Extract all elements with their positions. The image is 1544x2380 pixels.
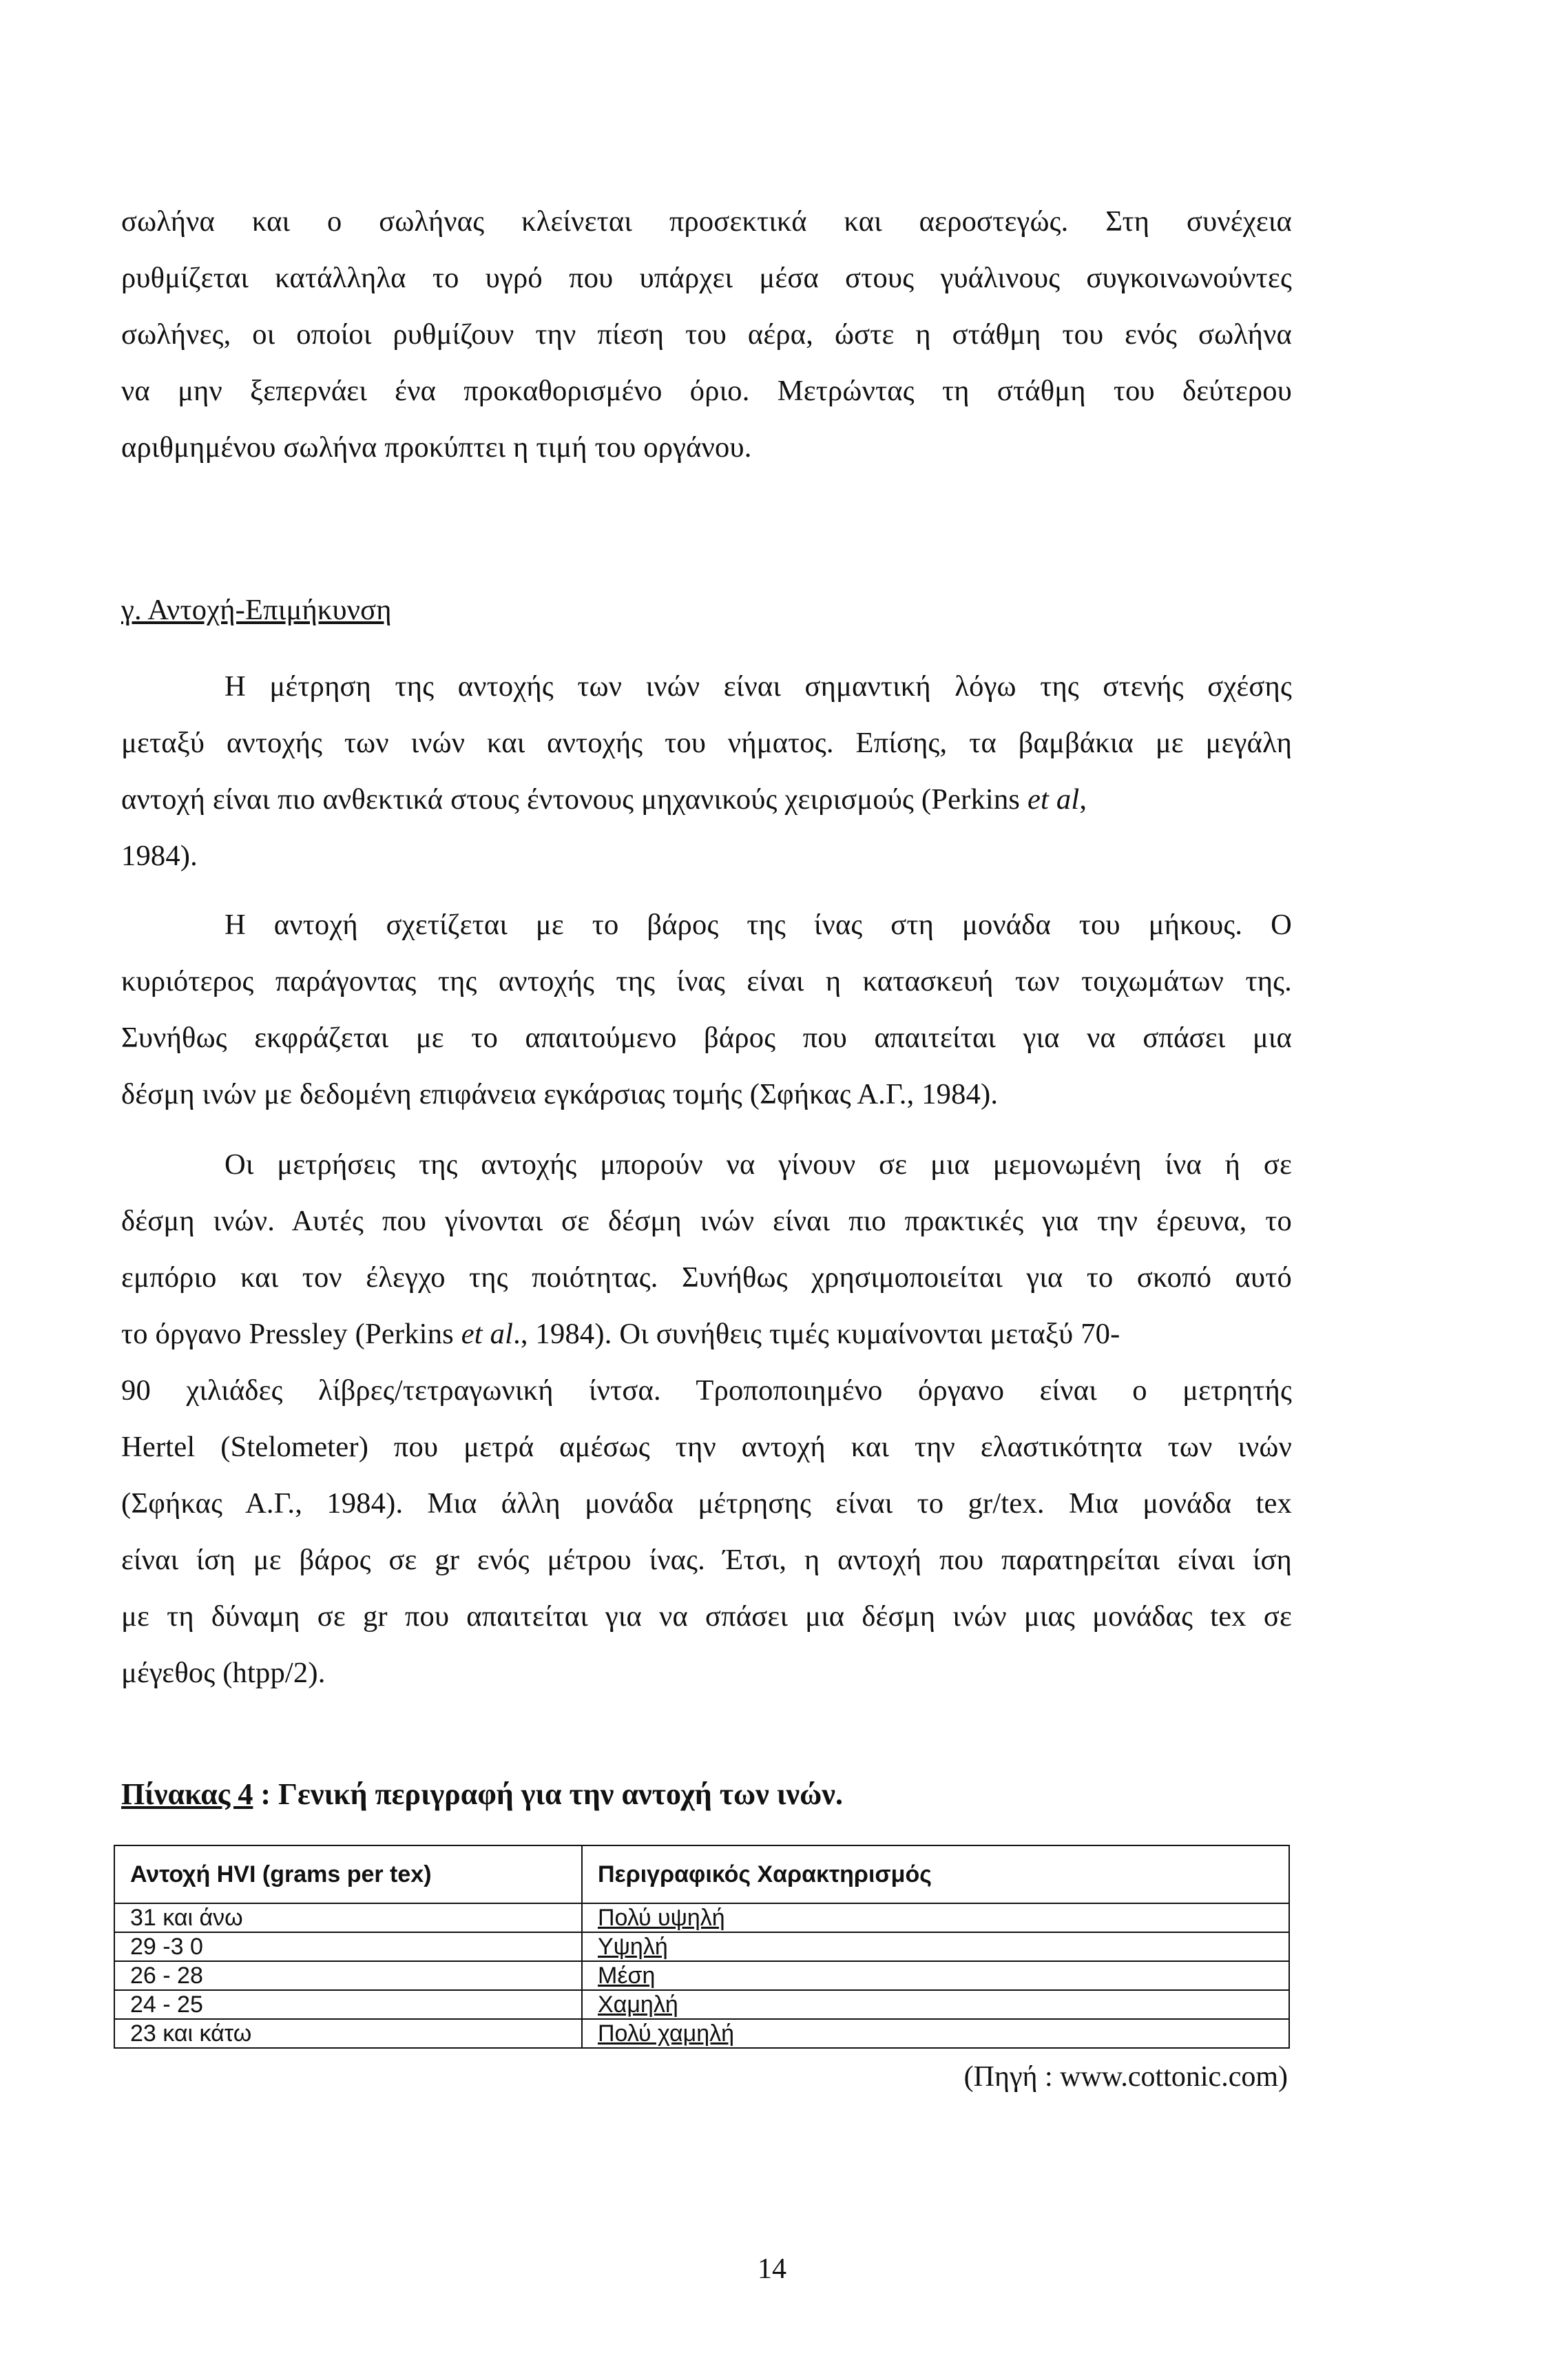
- comma: ,: [1079, 783, 1087, 816]
- paragraph-line: 90 χιλιάδες λίβρες/τετραγωνική ίντσα. Τροποποιημένο όργανο είναι ο μετρητής: [121, 1374, 1292, 1407]
- strength-cell: 26 - 28: [114, 1961, 582, 1990]
- strength-table: [114, 1845, 1290, 2049]
- table-row: [114, 1961, 1289, 1990]
- section-heading-text: γ. Αντοχή-Επιμήκυνση: [121, 594, 392, 626]
- column-header-strength: Αντοχή HVI (grams per tex): [114, 1845, 582, 1903]
- paragraph-text: αντοχή είναι πιο ανθεκτικά στους έντονους μηχανικούς χειρισμούς (Perkins: [121, 783, 1021, 816]
- description-cell: [582, 1990, 1289, 2019]
- paragraph-line: 1984).: [121, 840, 198, 872]
- paragraph-line: εμπόριο και τον έλεγχο της ποιότητας. Συνήθως χρησιμοποιείται για το σκοπό αυτό: [121, 1261, 1292, 1294]
- table-header-row: [114, 1845, 1289, 1903]
- table-row: [114, 1903, 1289, 1932]
- paragraph-line: να μην ξεπερνάει ένα προκαθορισμένο όριο. Μετρώντας τη στάθμη του δεύτερου: [121, 375, 1292, 407]
- table-caption-label: Πίνακας 4: [121, 1777, 253, 1811]
- description-cell: [582, 2019, 1289, 2048]
- paragraph-line: μεταξύ αντοχής των ινών και αντοχής του νήματος. Επίσης, τα βαμβάκια με μεγάλη: [121, 727, 1292, 759]
- paragraph-line: (Σφήκας Α.Γ., 1984). Μια άλλη μονάδα μέτρησης είναι το gr/tex. Μια μονάδα tex: [121, 1487, 1292, 1520]
- description-text: Πολύ υψηλή: [598, 1905, 725, 1931]
- table-caption: [121, 1774, 843, 1815]
- section-heading: [121, 590, 1292, 631]
- table-row: [114, 1990, 1289, 2019]
- table-row: [114, 2019, 1289, 2048]
- paragraph-text: το όργανο Pressley (Perkins: [121, 1318, 454, 1350]
- page-number: 14: [758, 2253, 786, 2285]
- table-caption-text: : Γενική περιγραφή για την αντοχή των ινών.: [253, 1777, 843, 1811]
- strength-cell: 23 και κάτω: [114, 2019, 582, 2048]
- paragraph-line: σωλήνες, οι οποίοι ρυθμίζουν την πίεση του αέρα, ώστε η στάθμη του ενός σωλήνα: [121, 318, 1292, 351]
- paragraph-line: είναι ίση με βάρος σε gr ενός μέτρου ίνας. Έτσι, η αντοχή που παρατηρείται είναι ίση: [121, 1544, 1292, 1576]
- paragraph-text: ., 1984). Οι συνήθεις τιμές κυμαίνονται μεταξύ 70-: [513, 1318, 1120, 1350]
- description-cell: [582, 1961, 1289, 1990]
- table-source: (Πηγή : www.cottonic.com): [963, 2061, 1288, 2093]
- description-text: Μέση: [598, 1963, 656, 1989]
- paragraph-line: μέγεθος (htpp/2).: [121, 1657, 326, 1689]
- paragraph-line: Η μέτρηση της αντοχής των ινών είναι σημαντική λόγω της στενής σχέσης: [225, 670, 1292, 703]
- description-text: Πολύ χαμηλή: [598, 2020, 735, 2047]
- description-text: Χαμηλή: [598, 1991, 678, 2018]
- description-cell: [582, 1903, 1289, 1932]
- column-header-description: Περιγραφικός Χαρακτηρισμός: [582, 1845, 1289, 1903]
- paragraph-line: αριθμημένου σωλήνα προκύπτει η τιμή του οργάνου.: [121, 431, 752, 464]
- paragraph-line: σωλήνα και ο σωλήνας κλείνεται προσεκτικά και αεροστεγώς. Στη συνέχεια: [121, 205, 1292, 238]
- strength-cell: 31 και άνω: [114, 1903, 582, 1932]
- paragraph-line: δέσμη ινών. Αυτές που γίνονται σε δέσμη ινών είναι πιο πρακτικές για την έρευνα, το: [121, 1205, 1292, 1237]
- paragraph-line: Η αντοχή σχετίζεται με το βάρος της ίνας στη μονάδα του μήκους. Ο: [225, 909, 1292, 941]
- paragraph-line: κυριότερος παράγοντας της αντοχής της ίνας είναι η κατασκευή των τοιχωμάτων της.: [121, 965, 1292, 997]
- paragraph-line: [121, 779, 1087, 820]
- paragraph-line: ρυθμίζεται κατάλληλα το υγρό που υπάρχει μέσα στους γυάλινους συγκοινωνούντες: [121, 262, 1292, 294]
- citation-etal: et al: [1027, 783, 1080, 816]
- paragraph-line: [121, 1314, 1292, 1355]
- paragraph-line: Hertel (Stelometer) που μετρά αμέσως την αντοχή και την ελαστικότητα των ινών: [121, 1431, 1292, 1463]
- strength-cell: 29 -3 0: [114, 1932, 582, 1961]
- citation-etal: et al: [461, 1318, 514, 1350]
- paragraph-line: Οι μετρήσεις της αντοχής μπορούν να γίνουν σε μια μεμονωμένη ίνα ή σε: [225, 1148, 1292, 1181]
- table-row: [114, 1932, 1289, 1961]
- description-cell: [582, 1932, 1289, 1961]
- description-text: Υψηλή: [598, 1934, 668, 1960]
- paragraph-line: Συνήθως εκφράζεται με το απαιτούμενο βάρος που απαιτείται για να σπάσει μια: [121, 1022, 1292, 1054]
- paragraph-line: με τη δύναμη σε gr που απαιτείται για να σπάσει μια δέσμη ινών μιας μονάδας tex σε: [121, 1600, 1292, 1633]
- paragraph-line: δέσμη ινών με δεδομένη επιφάνεια εγκάρσιας τομής (Σφήκας Α.Γ., 1984).: [121, 1078, 999, 1110]
- strength-cell: 24 - 25: [114, 1990, 582, 2019]
